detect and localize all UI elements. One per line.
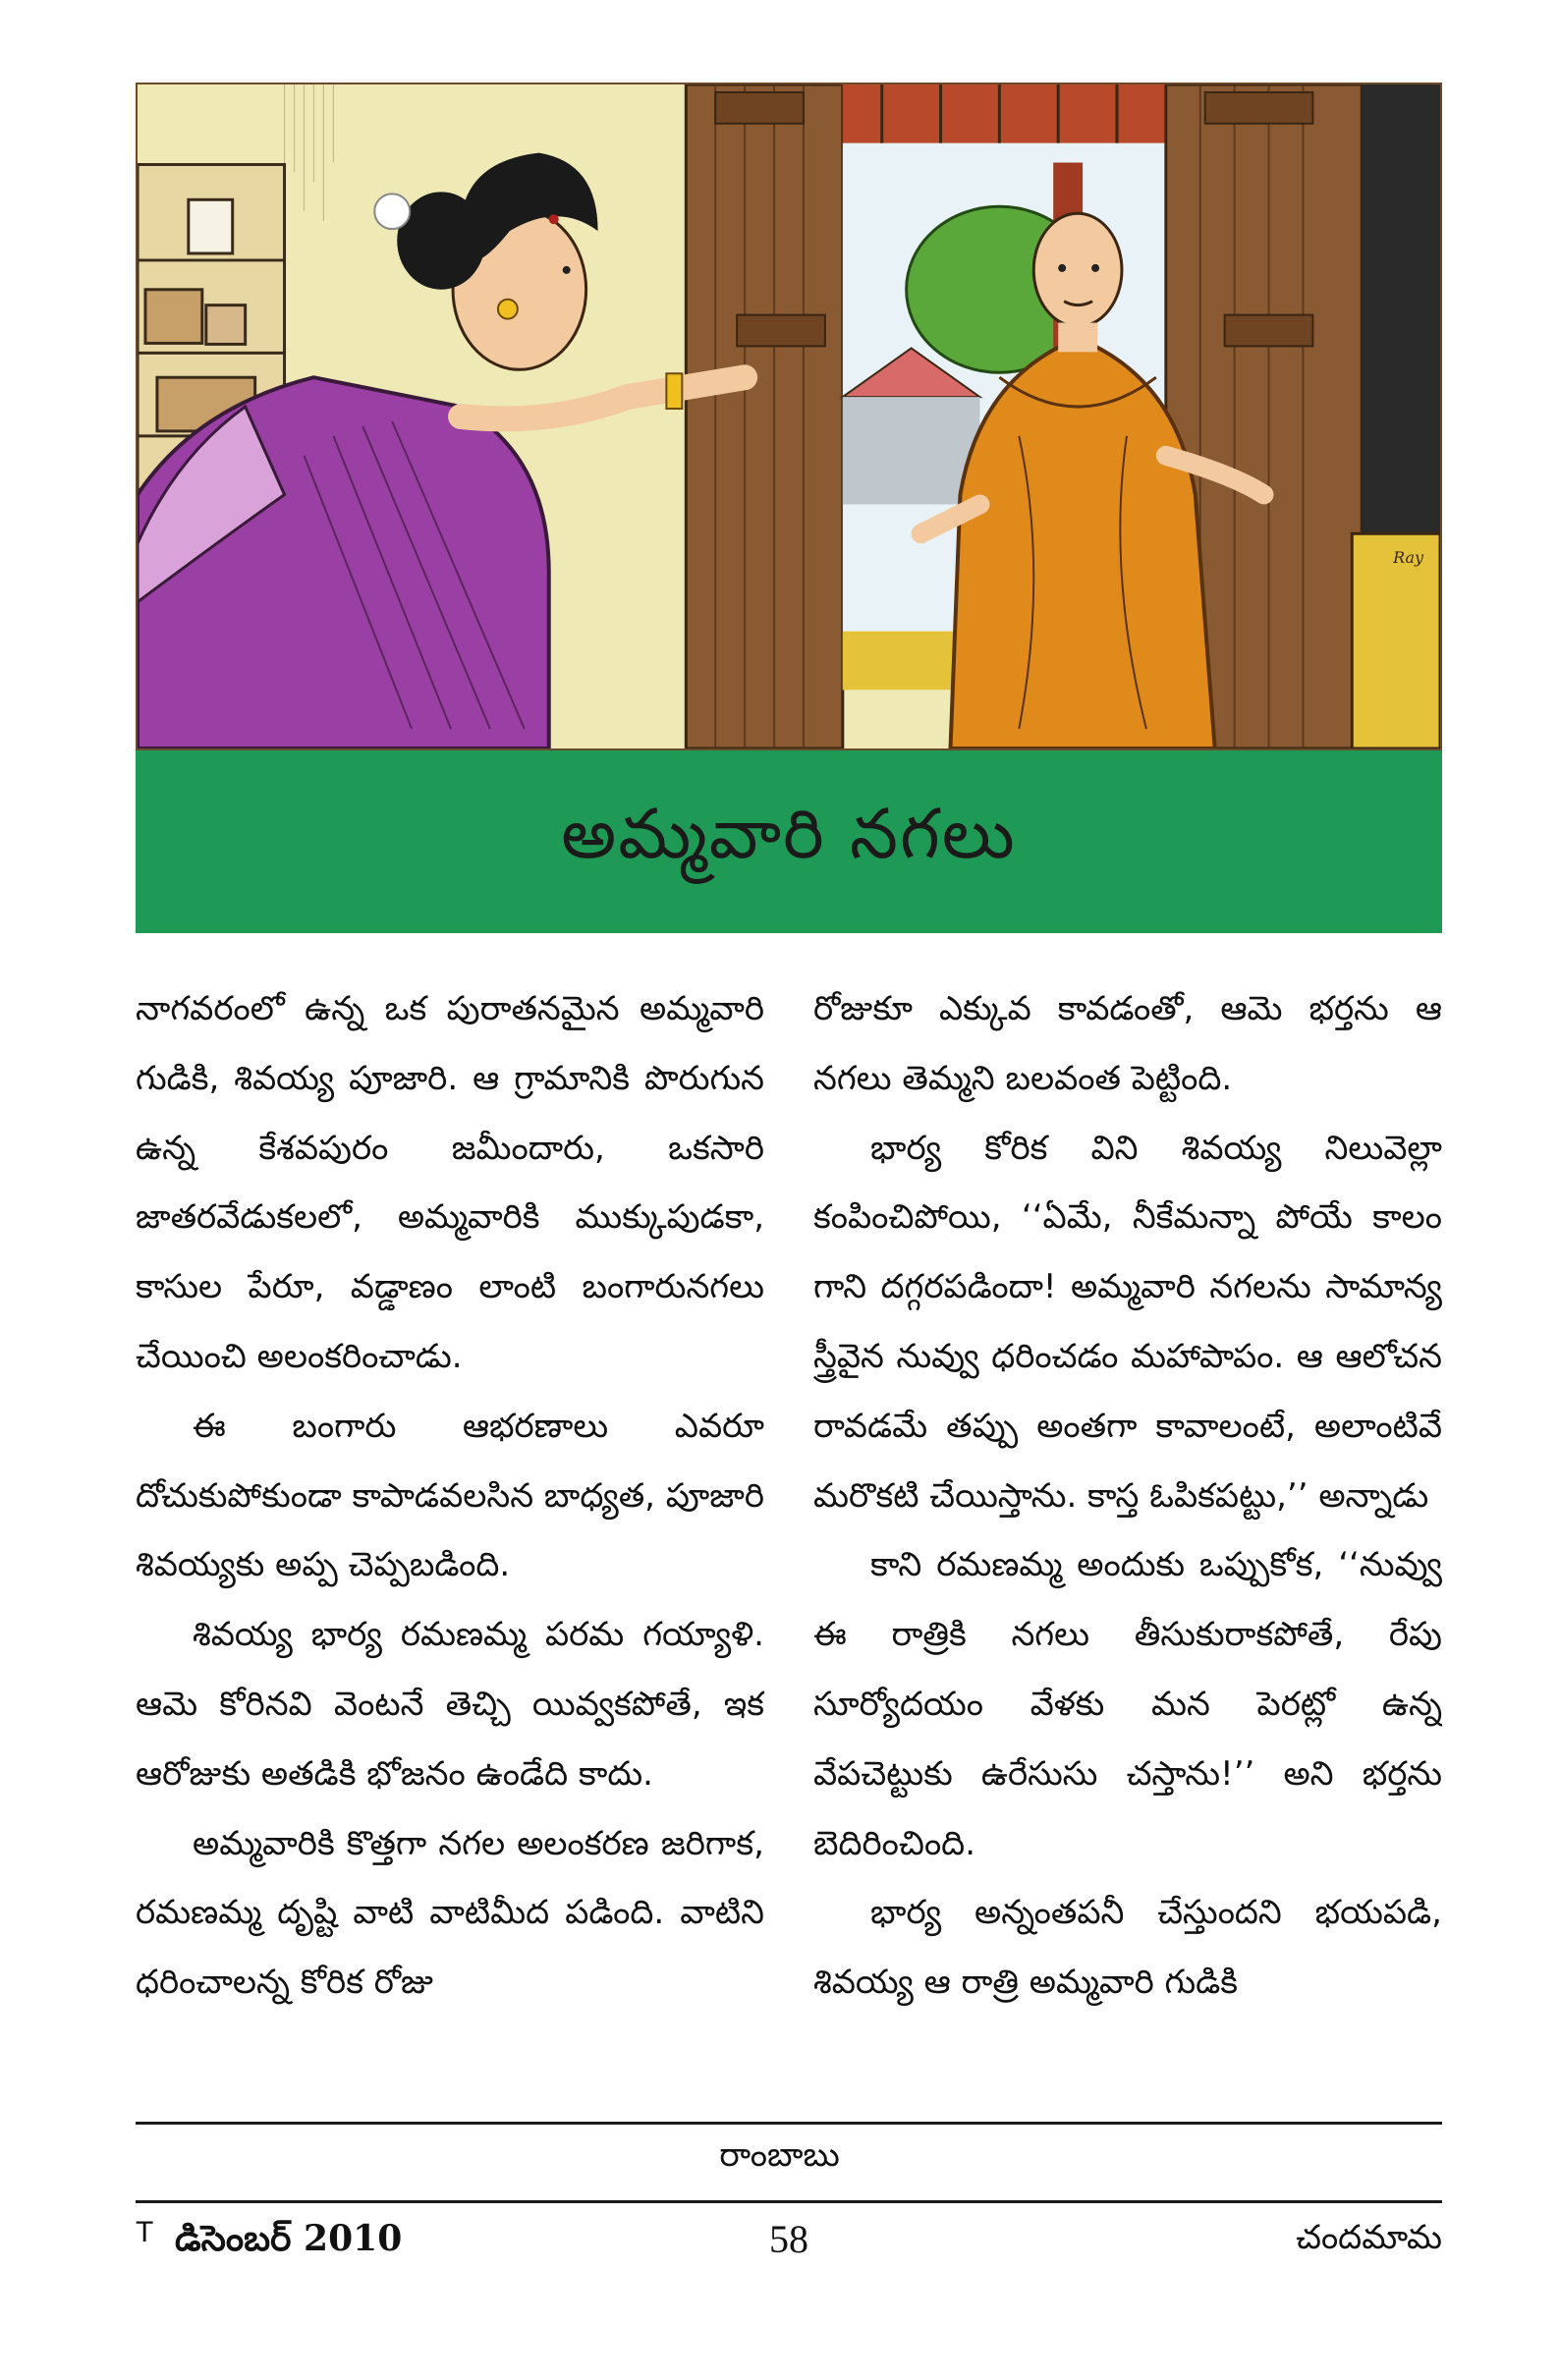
text-column-right: [813, 974, 1442, 2096]
author-name: రాంబాబు: [719, 2135, 840, 2175]
page-number: 58: [769, 2217, 808, 2261]
divider: [136, 2122, 1442, 2125]
paragraph: ఈ బంగారు ఆభరణాలు ఎవరూ దోచుకుపోకుండా కాపాడవలసిన బాధ్యత, పూజారి శివయ్యకు అప్ప చెప్పబడింది.: [136, 1406, 764, 1585]
paragraph: భార్య కోరిక విని శివయ్య నిలువెల్లా కంపించిపోయి, ‘‘ఏమే, నీకేమన్నా పోయే కాలం గాని దగ్గరపడిందా! అమ్మవారి నగలను సామాన్య స్త్రీవైన నువ్వు ధరించడం మహాపాపం. ఆ ఆలోచన రావడమే తప్పు అంతగా కావాలంటే, అలాంటివే మరొకటి చేయిస్తాను. కాస్త ఓపికపట్టు,’’ అన్నాడు: [813, 1128, 1442, 1516]
paragraph: కాని రమణమ్మ అందుకు ఒప్పుకోక, ‘‘నువ్వు ఈ రాత్రికి నగలు తీసుకురాకపోతే, రేపు సూర్యోదయం వేళకు మన పెరట్లో ఉన్న వేపచెట్టుకు ఉరేసుసు చస్తాను!’’ అని భర్తను బెదిరించింది.: [813, 1545, 1442, 1863]
paragraph: అమ్మవారికి కొత్తగా నగల అలంకరణ జరిగాక, రమణమ్మ దృష్టి వాటి వాటిమీద పడింది. వాటిని ధరించాలన్న కోరిక రోజు: [136, 1823, 764, 2003]
page-footer: [136, 2216, 1442, 2271]
text-column-left: [136, 974, 764, 2096]
title-band: [136, 750, 1442, 933]
issue-date: డిసెంబర్ 2010: [175, 2218, 403, 2259]
artist-signature: Ray: [1393, 548, 1424, 568]
paragraph: రోజుకూ ఎక్కువ కావడంతో, ఆమె భర్తను ఆ నగలు తెమ్మని బలవంత పెట్టింది.: [813, 989, 1442, 1098]
paragraph: శివయ్య భార్య రమణమ్మ పరమ గయ్యాళి. ఆమె కోరినవి వెంటనే తెచ్చి యివ్వకపోతే, ఇక ఆరోజుకు అతడికి భోజనం ఉండేది కాదు.: [136, 1615, 764, 1794]
paragraph: భార్య అన్నంతపనీ చేస్తుందని భయపడి, శివయ్య ఆ రాత్రి అమ్మవారి గుడికి: [813, 1893, 1442, 2003]
paragraph: నాగవరంలో ఉన్న ఒక పురాతనమైన అమ్మవారి గుడికి, శివయ్య పూజారి. ఆ గ్రామానికి పొరుగున ఉన్న కేశవపురం జమీందారు, ఒకసారి జాతరవేడుకలలో, అమ్మవారికి ముక్కుపుడకా, కాసుల పేరూ, వడ్డాణం లాంటి బంగారునగలు చేయించి అలంకరించాడు.: [136, 989, 764, 1376]
story-illustration: [136, 83, 1442, 750]
story-body: [136, 974, 1442, 2096]
corner-mark: T: [136, 2216, 154, 2248]
illustration-drawing: [138, 84, 1440, 748]
magazine-name: చందమామ: [1296, 2218, 1442, 2257]
divider: [136, 2200, 1442, 2203]
story-title: అమ్మవారి నగలు: [561, 793, 1017, 874]
